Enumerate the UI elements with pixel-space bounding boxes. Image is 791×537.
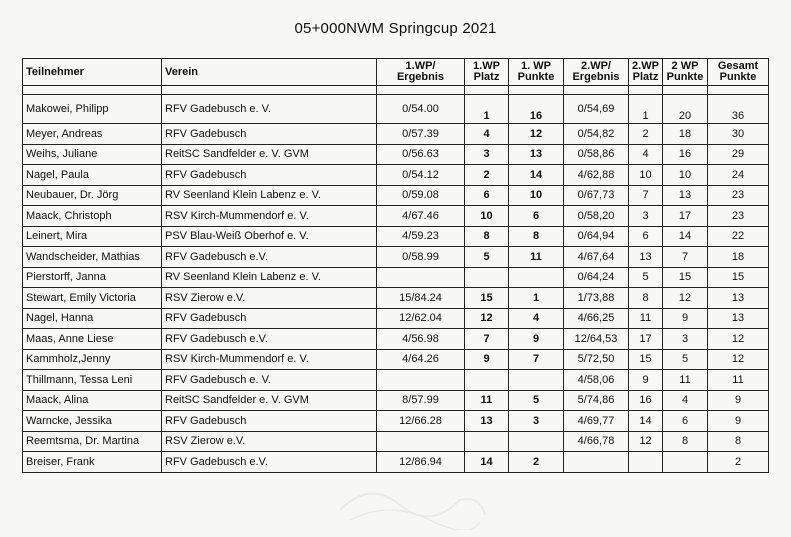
cell-total: 18 bbox=[708, 247, 769, 268]
cell-total: 24 bbox=[708, 165, 769, 186]
cell-wp1-place: 15 bbox=[465, 288, 509, 309]
cell-wp2-place: 6 bbox=[629, 226, 663, 247]
cell-wp1-points: 12 bbox=[509, 124, 564, 145]
cell-name: Kammholz,Jenny bbox=[23, 349, 162, 370]
cell-total: 9 bbox=[708, 411, 769, 432]
cell-wp1-result: 0/59.08 bbox=[377, 185, 465, 206]
cell-club: RV Seenland Klein Labenz e. V. bbox=[162, 185, 377, 206]
cell-wp2-place: 10 bbox=[629, 165, 663, 186]
cell-wp2-points: 4 bbox=[663, 390, 708, 411]
cell-name: Pierstorff, Janna bbox=[23, 267, 162, 288]
table-row bbox=[23, 267, 769, 288]
cell-wp2-place: 2 bbox=[629, 124, 663, 145]
cell-wp1-place: 7 bbox=[465, 329, 509, 350]
cell-wp2-place: 4 bbox=[629, 144, 663, 165]
cell-wp2-points: 5 bbox=[663, 349, 708, 370]
cell-wp2-result: 4/62,88 bbox=[564, 165, 629, 186]
cell-total: 9 bbox=[708, 390, 769, 411]
cell-club: RSV Kirch-Mummendorf e. V. bbox=[162, 349, 377, 370]
cell-total: 23 bbox=[708, 185, 769, 206]
cell-wp1-place: 2 bbox=[465, 165, 509, 186]
cell-wp1-result: 0/54.12 bbox=[377, 165, 465, 186]
cell-wp1-result: 0/56.63 bbox=[377, 144, 465, 165]
cell-wp2-result: 0/64,24 bbox=[564, 267, 629, 288]
cell-total: 23 bbox=[708, 206, 769, 227]
cell-wp1-result bbox=[377, 370, 465, 391]
table-row bbox=[23, 308, 769, 329]
table-row bbox=[23, 206, 769, 227]
cell-wp1-place: 11 bbox=[465, 390, 509, 411]
cell-wp2-points: 13 bbox=[663, 185, 708, 206]
table-row bbox=[23, 226, 769, 247]
cell-name: Nagel, Paula bbox=[23, 165, 162, 186]
cell-wp1-points: 10 bbox=[509, 185, 564, 206]
cell-wp2-place: 9 bbox=[629, 370, 663, 391]
cell-wp1-result: 0/57.39 bbox=[377, 124, 465, 145]
table-body bbox=[23, 95, 769, 473]
table-row bbox=[23, 288, 769, 309]
cell-wp2-result: 4/66,78 bbox=[564, 431, 629, 452]
cell-wp2-result: 0/64,94 bbox=[564, 226, 629, 247]
cell-wp1-result: 4/56.98 bbox=[377, 329, 465, 350]
cell-wp1-result bbox=[377, 267, 465, 288]
cell-wp2-place: 7 bbox=[629, 185, 663, 206]
cell-wp1-result: 0/54.00 bbox=[377, 95, 465, 124]
cell-wp1-place bbox=[465, 431, 509, 452]
cell-club: RSV Zierow e.V. bbox=[162, 431, 377, 452]
cell-wp1-points bbox=[509, 267, 564, 288]
cell-total: 13 bbox=[708, 308, 769, 329]
cell-total: 30 bbox=[708, 124, 769, 145]
cell-wp2-place: 15 bbox=[629, 349, 663, 370]
cell-club: RFV Gadebusch e.V. bbox=[162, 452, 377, 473]
cell-wp2-points: 16 bbox=[663, 144, 708, 165]
cell-wp1-place: 12 bbox=[465, 308, 509, 329]
table-row bbox=[23, 411, 769, 432]
cell-name: Maack, Alina bbox=[23, 390, 162, 411]
cell-wp1-result bbox=[377, 431, 465, 452]
cell-total: 29 bbox=[708, 144, 769, 165]
cell-club: PSV Blau-Weiß Oberhof e. V. bbox=[162, 226, 377, 247]
cell-name: Wandscheider, Mathias bbox=[23, 247, 162, 268]
cell-wp2-points: 20 bbox=[663, 95, 708, 124]
cell-wp2-points: 8 bbox=[663, 431, 708, 452]
cell-wp2-place: 16 bbox=[629, 390, 663, 411]
cell-wp1-result: 12/86.94 bbox=[377, 452, 465, 473]
cell-wp1-result: 15/84.24 bbox=[377, 288, 465, 309]
cell-wp1-place bbox=[465, 267, 509, 288]
cell-total: 8 bbox=[708, 431, 769, 452]
cell-wp1-place: 6 bbox=[465, 185, 509, 206]
cell-name: Leinert, Mira bbox=[23, 226, 162, 247]
cell-wp2-points: 17 bbox=[663, 206, 708, 227]
cell-club: RFV Gadebusch e.V. bbox=[162, 329, 377, 350]
cell-wp2-place: 1 bbox=[629, 95, 663, 124]
table-row bbox=[23, 124, 769, 145]
header-wp2-points: 2 WP Punkte bbox=[663, 59, 708, 86]
cell-wp1-result: 4/59.23 bbox=[377, 226, 465, 247]
cell-wp1-place: 4 bbox=[465, 124, 509, 145]
cell-club: RFV Gadebusch bbox=[162, 308, 377, 329]
cell-name: Warncke, Jessika bbox=[23, 411, 162, 432]
cell-wp1-points: 5 bbox=[509, 390, 564, 411]
cell-wp1-place: 14 bbox=[465, 452, 509, 473]
cell-wp1-place: 8 bbox=[465, 226, 509, 247]
cell-total: 12 bbox=[708, 329, 769, 350]
cell-wp2-place: 14 bbox=[629, 411, 663, 432]
cell-wp1-points: 16 bbox=[509, 95, 564, 124]
cell-wp1-points: 3 bbox=[509, 411, 564, 432]
table-row bbox=[23, 370, 769, 391]
cell-wp1-points: 11 bbox=[509, 247, 564, 268]
cell-club: RSV Kirch-Mummendorf e. V. bbox=[162, 206, 377, 227]
cell-wp2-points: 9 bbox=[663, 308, 708, 329]
cell-wp2-points: 14 bbox=[663, 226, 708, 247]
table-row bbox=[23, 165, 769, 186]
cell-total: 12 bbox=[708, 349, 769, 370]
cell-wp2-result: 4/58,06 bbox=[564, 370, 629, 391]
cell-wp2-points bbox=[663, 452, 708, 473]
cell-club: RFV Gadebusch bbox=[162, 165, 377, 186]
cell-wp1-points bbox=[509, 370, 564, 391]
cell-wp1-points: 6 bbox=[509, 206, 564, 227]
cell-name: Maas, Anne Liese bbox=[23, 329, 162, 350]
cell-wp2-place bbox=[629, 452, 663, 473]
cell-wp1-points bbox=[509, 431, 564, 452]
cell-name: Makowei, Philipp bbox=[23, 95, 162, 124]
cell-wp2-result: 0/54,82 bbox=[564, 124, 629, 145]
cell-club: RFV Gadebusch e.V. bbox=[162, 247, 377, 268]
cell-wp1-result: 12/62.04 bbox=[377, 308, 465, 329]
cell-wp2-result: 5/72,50 bbox=[564, 349, 629, 370]
cell-wp2-points: 15 bbox=[663, 267, 708, 288]
table-row bbox=[23, 349, 769, 370]
cell-total: 36 bbox=[708, 95, 769, 124]
header-verein: Verein bbox=[162, 59, 377, 86]
cell-club: RSV Zierow e.V. bbox=[162, 288, 377, 309]
cell-name: Breiser, Frank bbox=[23, 452, 162, 473]
cell-name: Maack, Christoph bbox=[23, 206, 162, 227]
table-row bbox=[23, 144, 769, 165]
cell-wp2-place: 5 bbox=[629, 267, 663, 288]
cell-name: Stewart, Emily Victoria bbox=[23, 288, 162, 309]
cell-wp1-points: 9 bbox=[509, 329, 564, 350]
cell-wp2-place: 3 bbox=[629, 206, 663, 227]
cell-wp2-result: 5/74,86 bbox=[564, 390, 629, 411]
cell-total: 15 bbox=[708, 267, 769, 288]
cell-wp1-place: 5 bbox=[465, 247, 509, 268]
cell-name: Weihs, Juliane bbox=[23, 144, 162, 165]
cell-wp2-result: 12/64,53 bbox=[564, 329, 629, 350]
cell-club: RFV Gadebusch bbox=[162, 411, 377, 432]
cell-club: RFV Gadebusch e. V. bbox=[162, 95, 377, 124]
cell-wp2-points: 11 bbox=[663, 370, 708, 391]
cell-wp1-points: 8 bbox=[509, 226, 564, 247]
cell-wp2-place: 8 bbox=[629, 288, 663, 309]
cell-club: RV Seenland Klein Labenz e. V. bbox=[162, 267, 377, 288]
cell-wp1-points: 4 bbox=[509, 308, 564, 329]
header-row bbox=[23, 59, 769, 86]
cell-wp2-place: 13 bbox=[629, 247, 663, 268]
cell-wp2-points: 18 bbox=[663, 124, 708, 145]
header-wp1-result: 1.WP/ Ergebnis bbox=[377, 59, 465, 86]
cell-total: 2 bbox=[708, 452, 769, 473]
table-row bbox=[23, 185, 769, 206]
table-row bbox=[23, 452, 769, 473]
cell-wp2-result: 4/66,25 bbox=[564, 308, 629, 329]
cell-wp2-points: 10 bbox=[663, 165, 708, 186]
cell-wp1-place: 3 bbox=[465, 144, 509, 165]
cell-name: Thillmann, Tessa Leni bbox=[23, 370, 162, 391]
table-row bbox=[23, 329, 769, 350]
cell-wp1-result: 4/64.26 bbox=[377, 349, 465, 370]
cell-wp2-points: 3 bbox=[663, 329, 708, 350]
cell-name: Meyer, Andreas bbox=[23, 124, 162, 145]
cell-wp1-points: 7 bbox=[509, 349, 564, 370]
header-wp1-place: 1.WP Platz bbox=[465, 59, 509, 86]
header-total: Gesamt Punkte bbox=[708, 59, 769, 86]
cell-wp2-result: 1/73,88 bbox=[564, 288, 629, 309]
cell-wp2-points: 7 bbox=[663, 247, 708, 268]
cell-wp2-result: 0/67,73 bbox=[564, 185, 629, 206]
cell-wp1-points: 14 bbox=[509, 165, 564, 186]
cell-wp1-points: 1 bbox=[509, 288, 564, 309]
cell-wp1-result: 12/66.28 bbox=[377, 411, 465, 432]
embossed-seal bbox=[330, 470, 490, 530]
cell-wp1-points: 13 bbox=[509, 144, 564, 165]
cell-wp2-result bbox=[564, 452, 629, 473]
cell-name: Neubauer, Dr. Jörg bbox=[23, 185, 162, 206]
cell-total: 11 bbox=[708, 370, 769, 391]
cell-wp2-result: 0/58,20 bbox=[564, 206, 629, 227]
table-row bbox=[23, 390, 769, 411]
cell-name: Reemtsma, Dr. Martina bbox=[23, 431, 162, 452]
header-wp2-result: 2.WP/ Ergebnis bbox=[564, 59, 629, 86]
cell-wp1-result: 8/57.99 bbox=[377, 390, 465, 411]
cell-club: RFV Gadebusch e. V. bbox=[162, 370, 377, 391]
cell-club: RFV Gadebusch bbox=[162, 124, 377, 145]
table-row bbox=[23, 247, 769, 268]
cell-wp1-points: 2 bbox=[509, 452, 564, 473]
table-row bbox=[23, 95, 769, 124]
cell-wp2-result: 0/54,69 bbox=[564, 95, 629, 124]
cell-total: 22 bbox=[708, 226, 769, 247]
header-wp2-place: 2.WP Platz bbox=[629, 59, 663, 86]
cell-wp2-result: 4/67,64 bbox=[564, 247, 629, 268]
results-table bbox=[22, 58, 769, 473]
cell-wp1-place: 1 bbox=[465, 95, 509, 124]
cell-wp1-result: 0/58.99 bbox=[377, 247, 465, 268]
cell-wp1-result: 4/67.46 bbox=[377, 206, 465, 227]
cell-total: 13 bbox=[708, 288, 769, 309]
cell-wp2-result: 0/58,86 bbox=[564, 144, 629, 165]
cell-wp1-place: 10 bbox=[465, 206, 509, 227]
cell-club: ReitSC Sandfelder e. V. GVM bbox=[162, 144, 377, 165]
header-teilnehmer: Teilnehmer bbox=[23, 59, 162, 86]
cell-name: Nagel, Hanna bbox=[23, 308, 162, 329]
cell-wp2-points: 6 bbox=[663, 411, 708, 432]
table-row bbox=[23, 431, 769, 452]
cell-wp1-place: 9 bbox=[465, 349, 509, 370]
cell-club: ReitSC Sandfelder e. V. GVM bbox=[162, 390, 377, 411]
header-wp1-points: 1. WP Punkte bbox=[509, 59, 564, 86]
cell-wp1-place bbox=[465, 370, 509, 391]
cell-wp1-place: 13 bbox=[465, 411, 509, 432]
page-title: 05+000NWM Springcup 2021 bbox=[294, 20, 497, 37]
spacer-row bbox=[23, 86, 769, 95]
cell-wp2-points: 12 bbox=[663, 288, 708, 309]
cell-wp2-place: 17 bbox=[629, 329, 663, 350]
cell-wp2-result: 4/69,77 bbox=[564, 411, 629, 432]
cell-wp2-place: 12 bbox=[629, 431, 663, 452]
cell-wp2-place: 11 bbox=[629, 308, 663, 329]
